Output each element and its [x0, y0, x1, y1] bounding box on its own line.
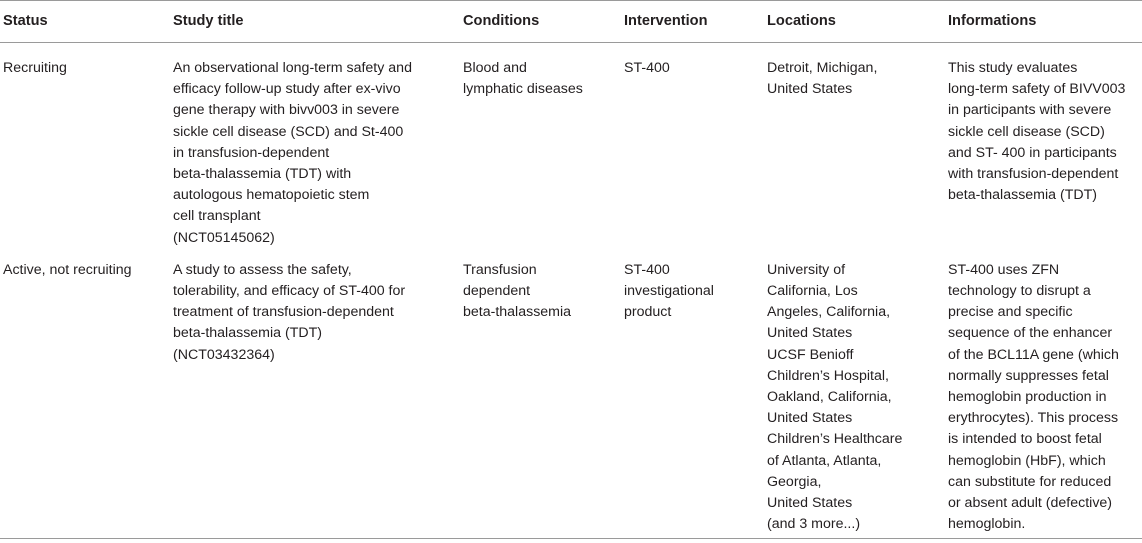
header-locations: Locations — [767, 1, 948, 43]
cell-line: beta-thalassemia (TDT) — [173, 325, 323, 342]
cell-line: Active, not recruiting — [3, 261, 132, 278]
cell-line: United States — [767, 410, 853, 427]
table-header-row — [0, 1, 1142, 43]
cell-line: ST-400 — [624, 261, 670, 278]
cell-line: hemoglobin (HbF), which — [948, 452, 1106, 469]
cell-line: Georgia, — [767, 473, 822, 490]
cell-line: ST-400 uses ZFN — [948, 261, 1060, 278]
cell-line: product — [624, 304, 672, 321]
cell-line: sequence of the enhancer — [948, 325, 1113, 342]
cell-line: This study evaluates — [948, 60, 1078, 76]
status-cell — [0, 253, 173, 539]
cell-line: hemoglobin. — [948, 516, 1026, 533]
cell-line: Children’s Hospital, — [767, 367, 889, 384]
study-title-cell — [173, 253, 463, 539]
cell-line: is intended to boost fetal — [948, 431, 1102, 448]
cell-line: Recruiting — [3, 60, 67, 76]
intervention-cell — [624, 43, 767, 253]
cell-line: United States — [767, 325, 853, 342]
cell-line: Detroit, Michigan, — [767, 60, 878, 76]
cell-line: (NCT05145062) — [173, 229, 275, 246]
cell-line: tolerability, and efficacy of ST-400 for — [173, 283, 406, 300]
informations-cell — [948, 43, 1142, 253]
header-status: Status — [0, 1, 173, 43]
cell-line: in transfusion-dependent — [173, 144, 330, 161]
cell-line: An observational long-term safety and — [173, 60, 412, 76]
table-row — [0, 253, 1142, 539]
cell-line: normally suppresses fetal — [948, 367, 1109, 384]
cell-line: technology to disrupt a — [948, 283, 1091, 300]
cell-line: dependent — [463, 283, 531, 300]
cell-line: precise and specific — [948, 304, 1073, 321]
cell-line: autologous hematopoietic stem — [173, 187, 370, 204]
cell-line: with transfusion-dependent — [948, 166, 1119, 183]
cell-line: Children’s Healthcare — [767, 431, 903, 448]
cell-line: A study to assess the safety, — [173, 261, 352, 278]
conditions-cell — [463, 253, 624, 539]
cell-line: efficacy follow-up study after ex-vivo — [173, 81, 401, 98]
cell-line: (and 3 more...) — [767, 516, 861, 533]
cell-line: Angeles, California, — [767, 304, 891, 321]
cell-line: beta-thalassemia (TDT) with — [173, 166, 352, 183]
header-study-title: Study title — [173, 1, 463, 43]
cell-line: California, Los — [767, 283, 858, 300]
status-cell — [0, 43, 173, 253]
cell-line: or absent adult (defective) — [948, 495, 1113, 512]
cell-line: of Atlanta, Atlanta, — [767, 452, 882, 469]
cell-line: beta-thalassemia (TDT) — [948, 187, 1098, 204]
cell-line: gene therapy with bivv003 in severe — [173, 102, 400, 119]
cell-line: investigational — [624, 283, 714, 300]
cell-line: sickle cell disease (SCD) and St-400 — [173, 123, 404, 140]
cell-line: treatment of transfusion-dependent — [173, 304, 394, 321]
study-title-cell — [173, 43, 463, 253]
cell-line: UCSF Benioff — [767, 346, 854, 363]
cell-line: University of — [767, 261, 846, 278]
table-row — [0, 43, 1142, 253]
cell-line: United States — [767, 495, 853, 512]
cell-line: beta-thalassemia — [463, 304, 572, 321]
header-intervention: Intervention — [624, 1, 767, 43]
intervention-cell — [624, 253, 767, 539]
cell-line: of the BCL11A gene (which — [948, 346, 1119, 363]
cell-line: sickle cell disease (SCD) — [948, 123, 1105, 140]
informations-cell — [948, 253, 1142, 539]
cell-line: United States — [767, 81, 853, 98]
conditions-cell — [463, 43, 624, 253]
cell-line: lymphatic diseases — [463, 81, 583, 98]
cell-line: in participants with severe — [948, 102, 1112, 119]
cell-line: (NCT03432364) — [173, 346, 275, 363]
cell-line: Transfusion — [463, 261, 537, 278]
cell-line: long-term safety of BIVV003 — [948, 81, 1126, 98]
locations-cell — [767, 43, 948, 253]
cell-line: cell transplant — [173, 208, 261, 225]
cell-line: Blood and — [463, 60, 527, 76]
cell-line: hemoglobin production in — [948, 389, 1107, 406]
cell-line: Oakland, California, — [767, 389, 892, 406]
header-conditions: Conditions — [463, 1, 624, 43]
cell-line: ST-400 — [624, 60, 670, 76]
cell-line: erythrocytes). This process — [948, 410, 1119, 427]
header-informations: Informations — [948, 1, 1142, 43]
cell-line: and ST- 400 in participants — [948, 144, 1117, 161]
locations-cell — [767, 253, 948, 539]
cell-line: can substitute for reduced — [948, 473, 1112, 490]
